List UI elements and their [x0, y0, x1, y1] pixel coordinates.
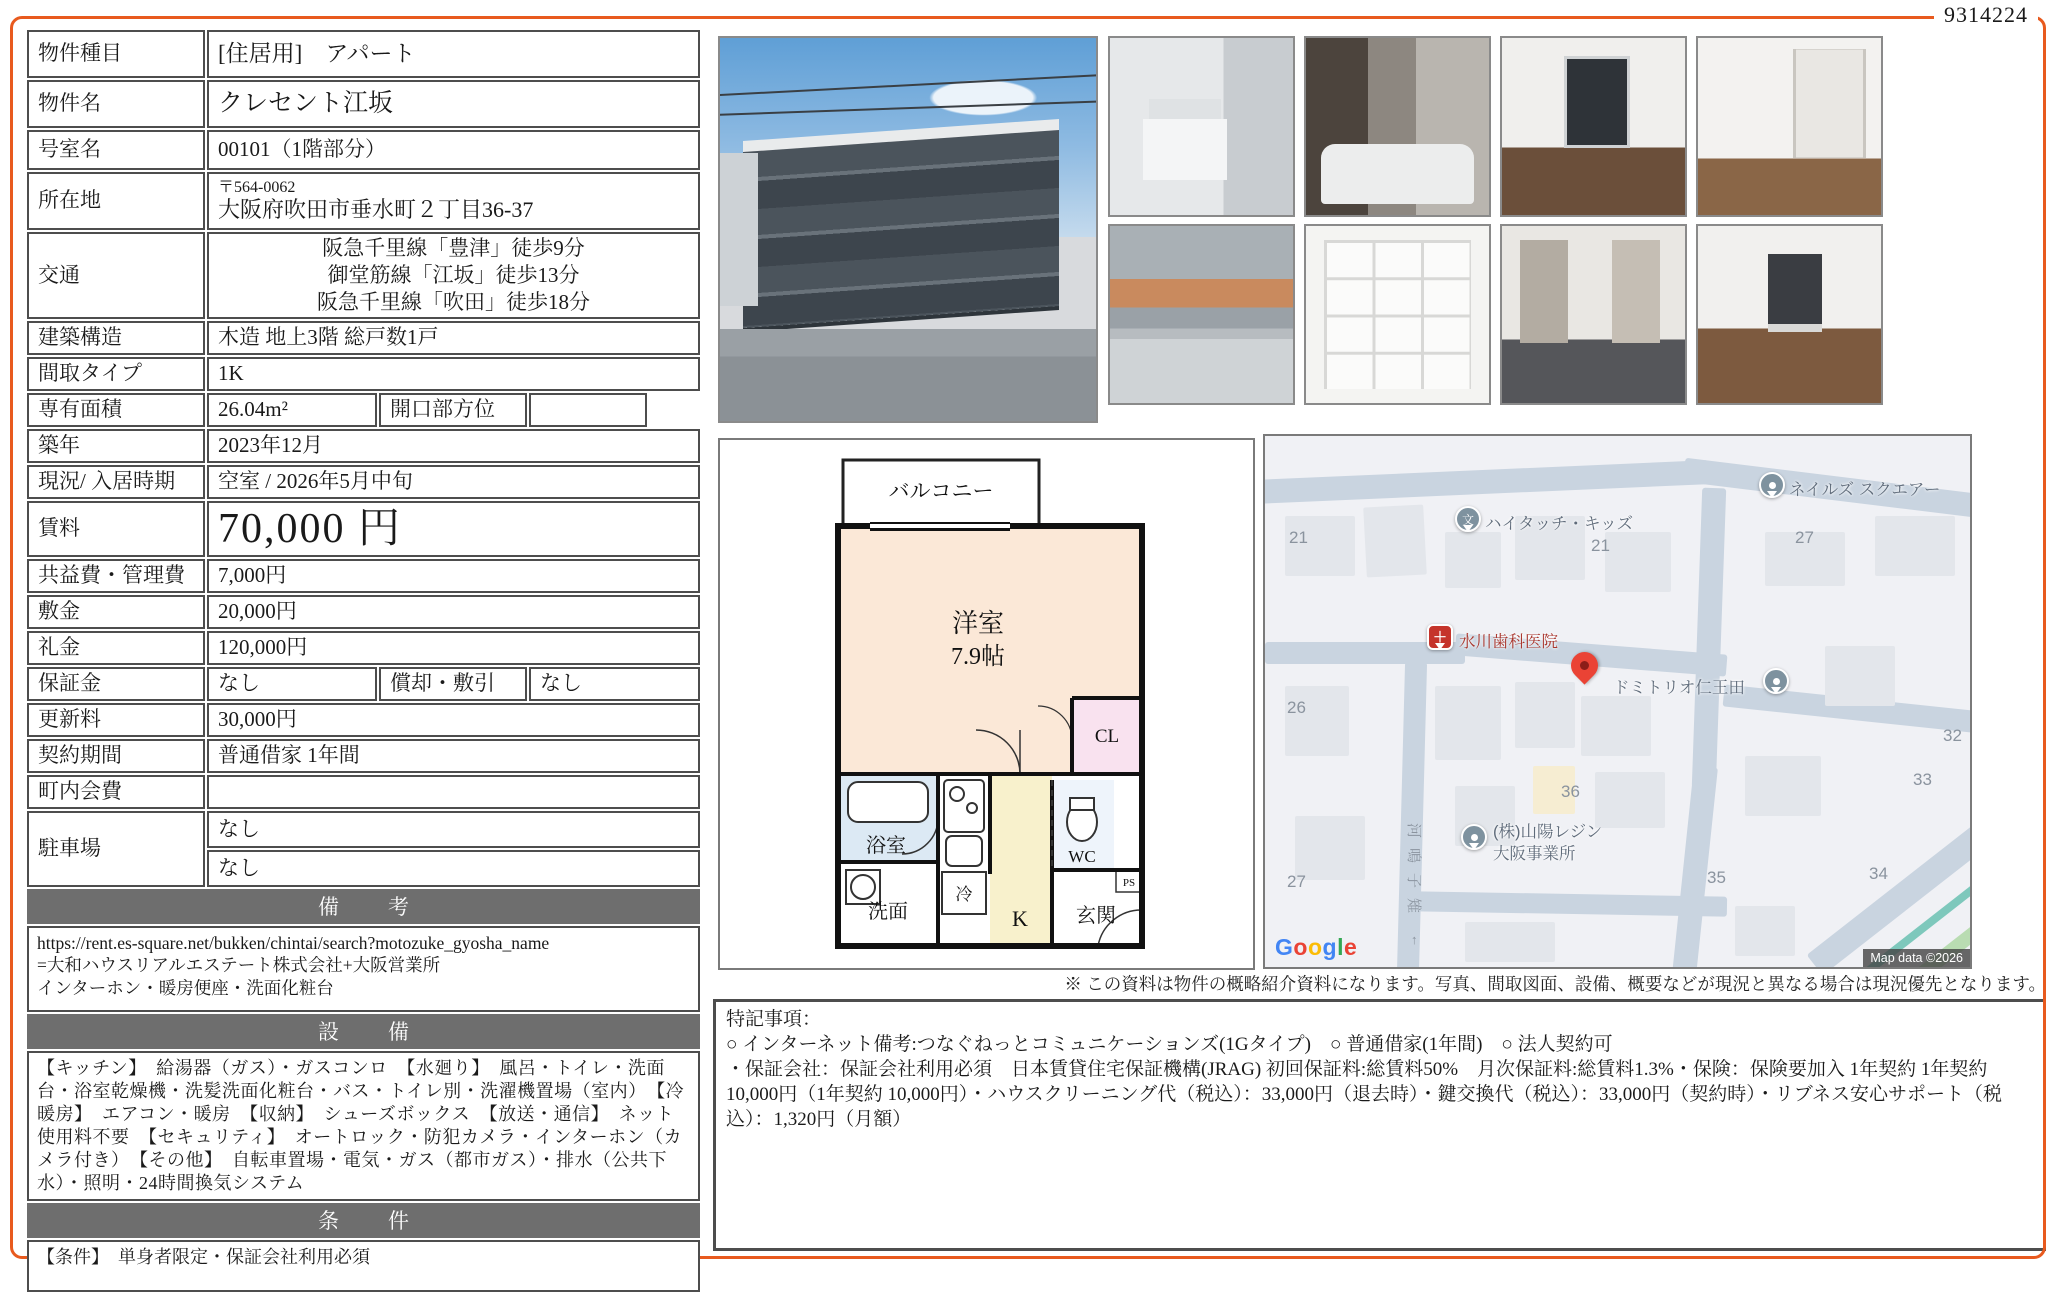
row-label: 物件種目 — [27, 30, 205, 78]
property-name: クレセント江坂 — [207, 80, 700, 128]
table-row — [27, 80, 700, 128]
map-building — [1295, 816, 1365, 880]
block-number: 21 — [1591, 536, 1610, 555]
neighborhood-fee — [207, 775, 700, 809]
map-building — [1363, 504, 1427, 577]
map-building — [1735, 906, 1795, 956]
map-building — [1465, 922, 1555, 962]
table-row — [27, 232, 700, 319]
disclaimer-text: ※ この資料は物件の概略紹介資料になります。写真、間取図面、設備、概要などが現況と異なる場合は現況優先となります。 — [1064, 974, 2046, 994]
row-label: 町内会費 — [27, 775, 205, 809]
biko-url-2: =大和ハウスリアルエステート株式会社+大阪営業所 — [37, 955, 441, 976]
photo-thumb-balcony-view — [1108, 224, 1295, 405]
key-money: 120,000円 — [207, 631, 700, 665]
rent-amount: 70,000 円 — [207, 501, 700, 557]
map-road — [1692, 488, 1726, 789]
row-label: 所在地 — [27, 172, 205, 230]
access-cell — [207, 232, 700, 319]
block-number: 21 — [1289, 528, 1308, 547]
table-row — [27, 595, 700, 629]
special-notes-line-2: ・保証会社：保証会社利用必須 日本賃貸住宅保証機構(JRAG) 初回保証料:総賃料50% 月次保証料:総賃料1.3%・保険：保険要加入 1年契約 1年契約 10,000円（1年契約 10,000円）・ハウスクリーニング代（税込）：33,000円（退去時）・鍵交換代（税込）：33,000円（契約時）・リブネス安心サポート（税込）：1,320円（月額） — [726, 1059, 2003, 1131]
opening-direction — [529, 393, 647, 427]
management-fee: 7,000円 — [207, 559, 700, 593]
address-cell — [207, 172, 700, 230]
table-row — [27, 559, 700, 593]
floor-plan-drawing — [720, 440, 1253, 968]
photo-thumb-closet-room — [1696, 36, 1883, 217]
row-label: 敷金 — [27, 595, 205, 629]
biko-url: https://rent.es-square.net/bukken/chintai/search?motozuke_gyosha_name — [37, 933, 550, 954]
wash-label: 洗面 — [868, 901, 908, 923]
parking-2: なし — [207, 850, 700, 887]
room-label: 洋室 — [951, 609, 1005, 638]
map-building — [1595, 772, 1665, 828]
structure: 木造 地上3階 総戸数1戸 — [207, 321, 700, 355]
section-header-biko: 備 考 — [27, 889, 700, 924]
poi-label-kids: ハイタッチ・キッズ — [1485, 515, 1634, 533]
poi-label-dormitorio: ドミトリオ仁王田 — [1613, 679, 1745, 697]
row-label: 契約期間 — [27, 739, 205, 773]
neighbor-building — [720, 153, 758, 306]
main-exterior-photo — [718, 36, 1098, 423]
poi-pin-dormitorio — [1763, 668, 1789, 694]
entrance-label: 玄関 — [1076, 905, 1116, 927]
room-number: 00101（1階部分） — [207, 130, 700, 170]
vacancy-status: 空室 / 2026年5月中旬 — [207, 465, 700, 499]
table-row — [27, 667, 700, 701]
table-row — [27, 631, 700, 665]
parking-1: なし — [207, 811, 700, 848]
photo-thumb-bathroom — [1304, 36, 1491, 217]
table-row — [27, 465, 700, 499]
school-icon: 文 — [1455, 506, 1481, 532]
row-label: 開口部方位 — [379, 393, 527, 427]
block-number: 36 — [1561, 782, 1580, 801]
poi-label-sanyo-2: 大阪事業所 — [1493, 845, 1576, 863]
street — [720, 329, 1096, 421]
access-line: 御堂筋線「江坂」徒歩13分 — [327, 262, 580, 287]
block-number: 27 — [1795, 528, 1814, 547]
spacer — [649, 393, 700, 427]
table-row — [27, 321, 700, 355]
poi-label-sanyo: (株)山陽レジン — [1493, 823, 1603, 841]
map-attribution: Map data ©2026 — [1863, 949, 1970, 967]
closet-label: CL — [1094, 726, 1120, 747]
floor-area: 26.04m² — [207, 393, 377, 427]
bath-label: 浴室 — [866, 835, 906, 857]
table-row — [27, 30, 700, 78]
map-building — [1581, 696, 1651, 756]
guarantee-money: なし — [207, 667, 377, 701]
photo-thumb-washbasin — [1108, 36, 1295, 217]
table-row — [27, 172, 700, 230]
biko-equipment: インターホン・暖房便座・洗面化粧台 — [37, 977, 334, 998]
amortization: なし — [529, 667, 700, 701]
table-row — [27, 130, 700, 170]
deposit: 20,000円 — [207, 595, 700, 629]
block-number: 26 — [1287, 698, 1306, 717]
map-building — [1515, 682, 1575, 748]
biko-content — [27, 926, 700, 1012]
poi-pin-nails — [1759, 472, 1785, 498]
row-label: 建築構造 — [27, 321, 205, 355]
balcony-label: バルコニー — [888, 479, 994, 503]
poi-label-dental: 水川歯科医院 — [1459, 633, 1558, 651]
table-row — [27, 739, 700, 773]
special-notes-box — [713, 999, 2046, 1251]
access-line: 阪急千里線「吹田」徒歩18分 — [317, 289, 590, 314]
layout-type: 1K — [207, 357, 700, 391]
toilet-label: WC — [1068, 847, 1096, 866]
photo-thumb-room-window — [1500, 36, 1687, 217]
property-type: [住居用] アパート — [207, 30, 700, 78]
room-size-label: 7.9帖 — [951, 644, 1005, 670]
photo-thumb-shelf — [1304, 224, 1491, 405]
table-row — [27, 775, 700, 809]
document-number: 9314224 — [1934, 2, 2038, 28]
block-number: 32 — [1943, 726, 1962, 745]
table-row — [27, 357, 700, 391]
map-building — [1875, 516, 1955, 576]
postal-code: 〒564-0062 — [218, 179, 296, 196]
row-label: 現況/ 入居時期 — [27, 465, 205, 499]
row-label: 駐車場 — [27, 811, 205, 887]
jouken-content: 【条件】 単身者限定・保証会社利用必須 — [27, 1240, 700, 1292]
row-label: 築年 — [27, 429, 205, 463]
special-notes-title: 特記事項： — [726, 1009, 822, 1030]
poi-pin-sanyo — [1461, 824, 1487, 850]
map-road — [1807, 783, 1972, 969]
hospital-icon: ＋ — [1427, 624, 1453, 650]
table-row — [27, 703, 700, 737]
row-label: 間取タイプ — [27, 357, 205, 391]
block-number: 33 — [1913, 770, 1932, 789]
photo-thumb-entrance-hall — [1500, 224, 1687, 405]
map-building — [1825, 646, 1895, 706]
google-logo: Google — [1275, 934, 1358, 960]
table-row — [27, 393, 700, 427]
map-building — [1435, 686, 1501, 760]
table-row — [27, 501, 700, 557]
setsubi-content: 【キッチン】 給湯器（ガス）・ガスコンロ 【水廻り】 風呂・トイレ・洗面台・浴室乾燥機・洗髪洗面化粧台・バス・トイレ別・洗濯機置場（室内） 【冷暖房】 エアコン・暖房 【収納】 シューズボックス 【放送・通信】 ネット使用料不要 【セキュリティ】 オートロック・防犯カメラ・インターホン（カメラ付き） 【その他】 自転車置場・電気・ガス（都市ガス）・排水（公共下水）・照明・24時間換気システム — [27, 1051, 700, 1201]
map-building — [1285, 686, 1349, 756]
section-header-jouken: 条 件 — [27, 1203, 700, 1238]
access-line: 阪急千里線「豊津」徒歩9分 — [322, 236, 585, 260]
parking-cells — [207, 811, 700, 887]
map-road — [1397, 662, 1427, 969]
floor-plan — [718, 438, 1255, 970]
special-notes-line-1: ○ インターネット備考:つなぐねっとコミュニケーションズ(1Gタイプ) ○ 普通借家(1年間) ○ 法人契約可 — [726, 1034, 1613, 1056]
street-arrow: ↑ — [1411, 932, 1418, 947]
building-facade — [743, 130, 1059, 328]
table-row — [27, 429, 700, 463]
block-number: 35 — [1707, 868, 1726, 887]
fridge-label: 冷 — [955, 885, 973, 904]
built-year: 2023年12月 — [207, 429, 700, 463]
block-number: 27 — [1287, 872, 1306, 891]
photo-thumb-kitchen-room — [1696, 224, 1883, 405]
row-label: 保証金 — [27, 667, 205, 701]
kitchen-label: K — [1012, 906, 1028, 931]
map-building — [1745, 756, 1821, 816]
row-label: 物件名 — [27, 80, 205, 128]
row-label: 更新料 — [27, 703, 205, 737]
location-map — [1263, 434, 1972, 969]
row-label: 専有面積 — [27, 393, 205, 427]
street-name-vertical: 河 鳴 子 雉 — [1405, 822, 1423, 914]
row-label: 交通 — [27, 232, 205, 319]
row-label: 号室名 — [27, 130, 205, 170]
row-label: 償却・敷引 — [379, 667, 527, 701]
address: 大阪府吹田市垂水町２丁目36-37 — [218, 196, 534, 222]
row-label: 賃料 — [27, 501, 205, 557]
row-label: 共益費・管理費 — [27, 559, 205, 593]
map-road — [1415, 891, 1727, 916]
property-spec-table — [27, 30, 700, 1292]
renewal-fee: 30,000円 — [207, 703, 700, 737]
section-header-setsubi: 設 備 — [27, 1014, 700, 1049]
poi-label-nails: ネイルズ スクエアー — [1789, 481, 1941, 499]
contract-period: 普通借家 1年間 — [207, 739, 700, 773]
map-road — [1263, 460, 1709, 504]
block-number: 34 — [1869, 864, 1888, 883]
map-building — [1445, 532, 1501, 588]
map-building — [1605, 532, 1671, 592]
row-label: 礼金 — [27, 631, 205, 665]
ps-label: PS — [1122, 877, 1136, 889]
table-row — [27, 811, 700, 887]
